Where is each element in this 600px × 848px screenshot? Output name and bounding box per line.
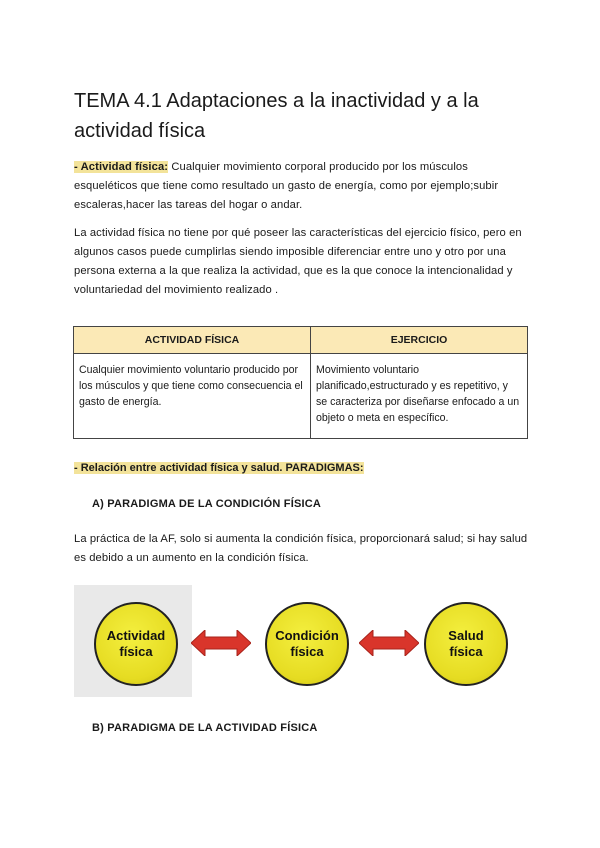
node-label: Condición física	[275, 628, 339, 659]
node-label: Actividad física	[106, 628, 166, 659]
table-row	[74, 354, 528, 439]
paradigm-diagram	[74, 585, 530, 697]
section-heading	[74, 460, 364, 476]
table-header: EJERCICIO	[311, 327, 528, 354]
table-cell: Movimiento voluntario planificado,estructurado y es repetitivo, y se caracteriza por diseñarse enfocado a un objeto o meta en específico.	[311, 354, 528, 439]
table-header: ACTIVIDAD FÍSICA	[74, 327, 311, 354]
node-condicion-fisica	[265, 602, 349, 686]
highlighted-term: - Actividad física:	[74, 161, 169, 173]
double-arrow-icon	[191, 630, 251, 656]
node-actividad-fisica	[94, 602, 178, 686]
definition-text: Cualquier movimiento corporal producido por los músculos esqueléticos que tiene como resultado un gasto de energía, como por ejemplo;subir escaleras,hacer las tareas del hogar o andar.	[74, 161, 499, 211]
table-header-row	[74, 327, 528, 354]
node-label: Salud física	[448, 628, 484, 659]
relation-heading: - Relación entre actividad física y salud. PARADIGMAS:	[74, 462, 364, 474]
table-cell: Cualquier movimiento voluntario producido por los músculos y que tiene como consecuencia el gasto de energía.	[74, 354, 311, 439]
paradigm-a-paragraph: La práctica de la AF, solo si aumenta la condición física, proporcionará salud; si hay salud es debido a un aumento en la condición física.	[74, 533, 528, 564]
comparison-table	[73, 326, 528, 439]
paradigm-a-heading: A) PARADIGMA DE LA CONDICIÓN FÍSICA	[92, 498, 322, 510]
node-salud-fisica	[424, 602, 508, 686]
explanation-paragraph: La actividad física no tiene por qué poseer las características del ejercicio físico, pero en algunos casos puede cumplirlas siendo imposible diferenciar entre uno y otro por una persona externa a la que realiza la actividad, que es la que conoce la intencionalidad y voluntariedad del movimiento realizado .	[74, 227, 522, 296]
page-title: TEMA 4.1 Adaptaciones a la inactividad y a la actividad física	[74, 90, 479, 142]
definition-paragraph	[74, 158, 530, 215]
paradigm-b-heading: B) PARADIGMA DE LA ACTIVIDAD FÍSICA	[92, 722, 318, 734]
double-arrow-icon	[359, 630, 419, 656]
